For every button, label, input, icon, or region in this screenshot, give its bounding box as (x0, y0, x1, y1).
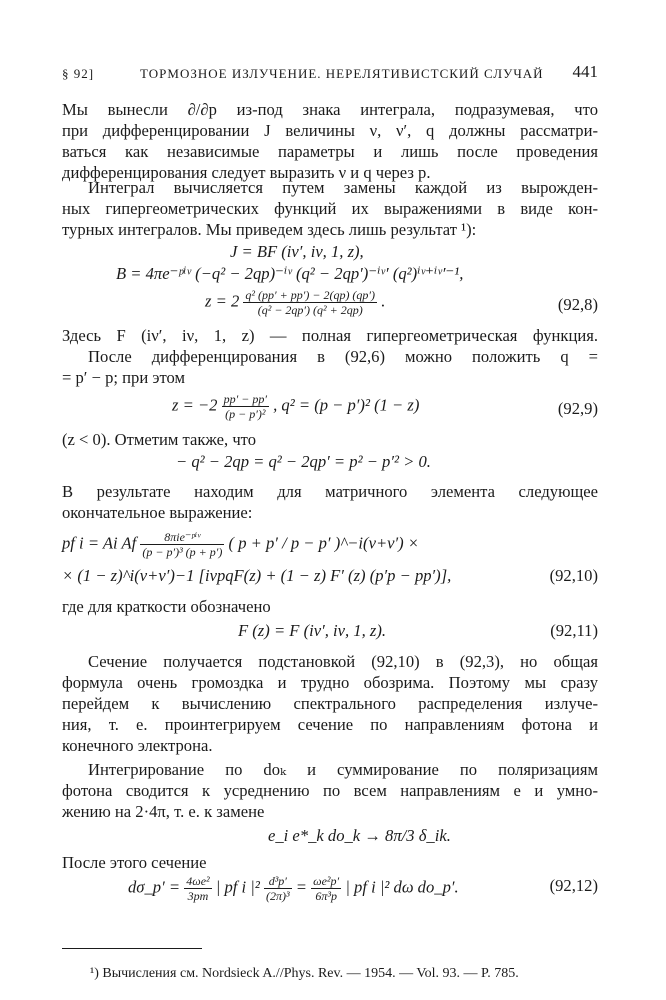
equation-f: F (z) = F (iν′, iν, 1, z). (238, 621, 386, 640)
equation-number: (92,11) (550, 621, 598, 640)
text-line: Мы вынесли ∂/∂p из-под знака интеграла, подразумевая, что (62, 100, 598, 119)
s3-denominator: 6π³p (315, 889, 337, 903)
section-ref: § 92] (62, 66, 95, 81)
text-line: После этого сечение (62, 853, 207, 872)
equation-number: (92,9) (557, 399, 598, 418)
page-number: 441 (572, 62, 598, 81)
s2-numerator: d³p′ (264, 874, 292, 889)
equation-matrix-line2: × (1 − z)^i(ν+ν′)−1 [iνpqF(z) + (1 − z) F′ (z) (p′p − pp′)], (62, 566, 452, 585)
text-line: ния, т. е. проинтегрируем сечение по направлениям фотона и (62, 715, 598, 734)
s-tail: | pf i |² dω do_p′. (345, 877, 459, 897)
s2-denominator: (2π)³ (266, 889, 290, 903)
z2-denominator: (p − p′)² (225, 407, 266, 421)
m-numerator: 8πie⁻ᵖⁱᵛ (140, 530, 224, 545)
equation-j: J = BF (iν′, iν, 1, z), (230, 242, 364, 261)
m-power: ( p + p′ / p − p′ )^−i(ν+ν′) × (228, 533, 420, 553)
z-fraction (243, 288, 377, 317)
equation-number: (92,10) (549, 566, 598, 585)
text-line: где для краткости обозначено (62, 597, 271, 616)
text-line: Интегрирование по doₖ и суммирование по поляризациям (88, 760, 598, 779)
text-line: ных гипергеометрических функций их выражениями в виде кон- (62, 199, 598, 218)
m-denominator: (p − p′)³ (p + p′) (142, 545, 223, 559)
text-line: Интеграл вычисляется путем замены каждой из вырожден- (88, 178, 598, 197)
equation-z: z = 2 $\frac{\text{q² (pp′ + pp′) − 2(qp) (qp′)}}{\text{(q² − 2qp′) (q² + 2qp)}}$ . (205, 288, 386, 317)
s1-fraction (184, 874, 211, 903)
equation-number: (92,8) (557, 295, 598, 314)
sigma-lhs: dσ_p′ = (128, 877, 181, 897)
equation-matrix-element (62, 530, 419, 559)
s1-numerator: 4ωe² (186, 874, 210, 888)
equation-cross-section (128, 874, 459, 903)
equation-b: B = 4πe⁻ᵖⁱᵛ (−q² − 2qp)⁻ⁱᵛ (q² − 2qp′)⁻ⁱᵛ′ (q²)ⁱᵛ⁺ⁱᵛ′⁻¹, (116, 264, 464, 283)
s1-denominator: 3pm (187, 889, 209, 903)
z2-lhs: z = −2 (172, 395, 218, 415)
text-line: = p′ − p; при этом (62, 368, 185, 387)
text-line: После дифференцирования в (92,6) можно положить q = (88, 347, 598, 366)
text-line: при дифференцировании J величины ν, ν′, q должны рассматри- (62, 121, 598, 140)
s3-fraction (311, 874, 341, 903)
text-line: дифференцирования следует выразить ν и q через p. (62, 163, 431, 182)
z-numerator: q² (pp′ + pp′) − 2(qp) (qp′) (245, 288, 376, 302)
s-mid1: | pf i |² (215, 877, 260, 897)
m-lhs: pf i = Ai Af (62, 533, 137, 553)
text-line: Здесь F (iν′, iν, 1, z) — полная гипергеометрическая функция. (62, 326, 598, 345)
text-line: конечного электрона. (62, 736, 213, 755)
text-line: формула очень громоздка и трудно обозрима. Поэтому мы сразу (62, 673, 598, 692)
text-line: Сечение получается подстановкой (92,10) в (92,3), но общая (88, 652, 598, 671)
text-line: фотона сводится к усреднению по всем направлениям e и умно- (62, 781, 598, 800)
s3-numerator: ωe²p′ (313, 874, 340, 888)
footnote: ¹) Вычисления см. Nordsieck A.//Phys. Rev. — 1954. — Vol. 93. — P. 785. (90, 966, 519, 981)
chapter-title: ТОРМОЗНОЕ ИЗЛУЧЕНИЕ. НЕРЕЛЯТИВИСТСКИЙ СЛУЧАЙ (140, 66, 544, 81)
text-line: (z < 0). Отметим также, что (62, 430, 257, 449)
text-line: жению на 2·4π, т. е. к замене (62, 802, 265, 821)
s-eq2: = (295, 877, 307, 897)
s2-fraction (264, 874, 292, 903)
running-header (62, 62, 598, 84)
equation-substitution: e_i e*_k do_k → 8π/3 δ_ik. (268, 826, 451, 845)
text-line: В результате находим для матричного элемента следующее (62, 482, 598, 501)
text-line: перейдем к вычислению спектрального распределения излуче- (62, 694, 598, 713)
text-line: ваться как независимые параметры и лишь после проведения (62, 142, 598, 161)
z-lhs: z = 2 (205, 291, 240, 311)
z-denominator: (q² − 2qp′) (q² + 2qp) (257, 303, 363, 317)
equation-z2 (172, 392, 419, 421)
equation-number: (92,12) (549, 876, 598, 895)
z2-numerator: pp′ − pp′ (223, 392, 267, 406)
text-line: окончательное выражение: (62, 503, 253, 522)
z2-rhs: , q² = (p − p′)² (1 − z) (273, 395, 420, 415)
equation-inequality: − q² − 2qp = q² − 2qp′ = p² − p′² > 0. (176, 452, 431, 471)
z2-fraction (222, 392, 269, 421)
text-line: турных интегралов. Мы приведем здесь лишь результат ¹): (62, 220, 477, 239)
m-fraction (140, 530, 224, 559)
footnote-rule (62, 948, 202, 949)
